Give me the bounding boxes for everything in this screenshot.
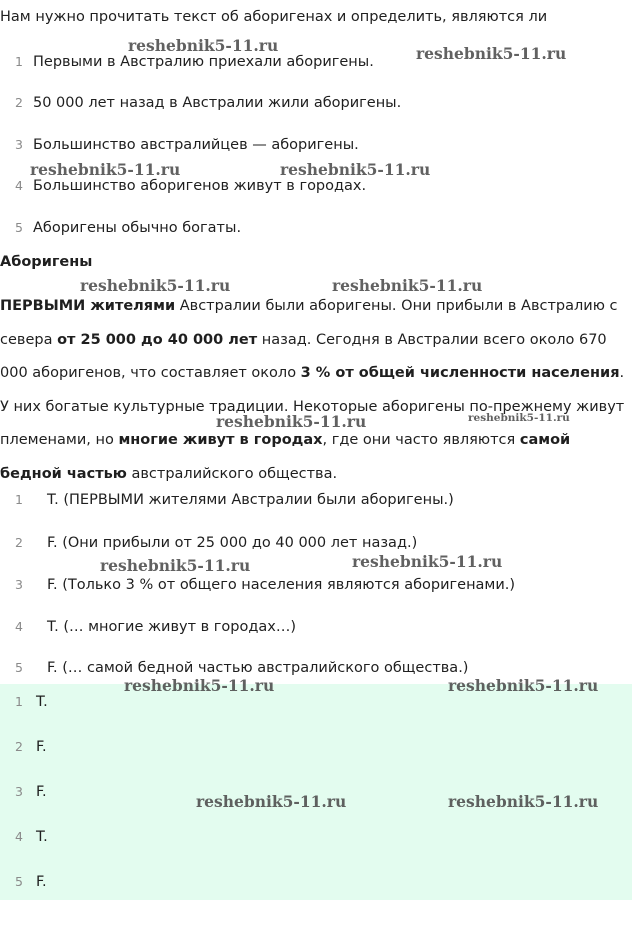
item-text: T. xyxy=(36,829,48,845)
emphasis: ПЕРВЫМИ жителями xyxy=(0,298,176,314)
watermark: reshebnik5-11.ru xyxy=(100,556,251,575)
watermark: reshebnik5-11.ru xyxy=(280,160,431,179)
section-heading: Аборигены xyxy=(0,254,93,270)
paragraph-text: Австралии были аборигены. Они прибыли в Австралию с севера xyxy=(0,298,618,348)
watermark: reshebnik5-11.ru xyxy=(30,160,181,179)
item-text: 50 000 лет назад в Австралии жили аборигены. xyxy=(33,95,402,111)
item-number: 5 xyxy=(15,660,23,675)
item-text: Аборигены обычно богаты. xyxy=(33,220,242,236)
emphasis: от 25 000 до 40 000 лет xyxy=(57,331,258,348)
item-text: F. (Только 3 % от общего населения являются аборигенами.) xyxy=(47,577,516,593)
watermark: reshebnik5-11.ru xyxy=(216,412,367,431)
item-text: F. xyxy=(36,739,47,755)
watermark: reshebnik5-11.ru xyxy=(416,44,567,63)
item-text: F. xyxy=(36,784,47,800)
watermark: reshebnik5-11.ru xyxy=(128,36,279,55)
watermark: reshebnik5-11.ru xyxy=(196,792,347,811)
watermark: reshebnik5-11.ru xyxy=(448,676,599,695)
item-number: 1 xyxy=(15,492,23,507)
emphasis: самой бедной частью xyxy=(0,432,571,482)
item-text: F. (… самой бедной частью австралийского общества.) xyxy=(47,660,469,676)
emphasis: многие живут в городах xyxy=(118,432,323,449)
intro-text: Нам нужно прочитать текст об аборигенах и определить, являются ли xyxy=(0,9,548,25)
item-text: Большинство аборигенов живут в городах. xyxy=(33,178,367,194)
item-number: 5 xyxy=(15,874,23,889)
watermark: reshebnik5-11.ru xyxy=(332,276,483,295)
watermark: reshebnik5-11.ru xyxy=(352,552,503,571)
item-text: T. (ПЕРВЫМИ жителями Австралии были аборигены.) xyxy=(47,492,454,508)
watermark: reshebnik5-11.ru xyxy=(448,792,599,811)
item-number: 4 xyxy=(15,829,23,844)
paragraph-text: австралийского общества. xyxy=(126,465,338,482)
item-number: 3 xyxy=(15,577,23,592)
watermark: reshebnik5-11.ru xyxy=(124,676,275,695)
item-number: 5 xyxy=(15,220,23,235)
item-text: T. xyxy=(36,694,48,710)
paragraph-text: , где они часто являются xyxy=(322,432,520,449)
watermark: reshebnik5-11.ru xyxy=(80,276,231,295)
item-number: 1 xyxy=(15,694,23,709)
item-number: 2 xyxy=(15,95,23,110)
item-number: 4 xyxy=(15,619,23,634)
item-number: 2 xyxy=(15,535,23,550)
paragraph-text: . У них богатые культурные традиции. Некоторые аборигены по-прежнему живут племенами, но xyxy=(0,365,625,449)
item-number: 4 xyxy=(15,178,23,193)
item-text: T. (… многие живут в городах…) xyxy=(47,619,297,635)
emphasis: 3 % от общей численности населения xyxy=(300,365,620,382)
item-text: Большинство австралийцев — аборигены. xyxy=(33,137,359,153)
item-text: F. (Они прибыли от 25 000 до 40 000 лет назад.) xyxy=(47,535,418,551)
paragraph-text: назад. Сегодня в Австралии всего около 670 000 аборигенов, что составляет около xyxy=(0,331,607,382)
article-paragraph xyxy=(0,290,632,492)
item-text: Первыми в Австралию приехали аборигены. xyxy=(33,54,374,70)
watermark: reshebnik5-11.ru xyxy=(468,412,570,424)
item-number: 1 xyxy=(15,54,23,69)
item-number: 2 xyxy=(15,739,23,754)
item-number: 3 xyxy=(15,784,23,799)
item-text: F. xyxy=(36,874,47,890)
item-number: 3 xyxy=(15,137,23,152)
